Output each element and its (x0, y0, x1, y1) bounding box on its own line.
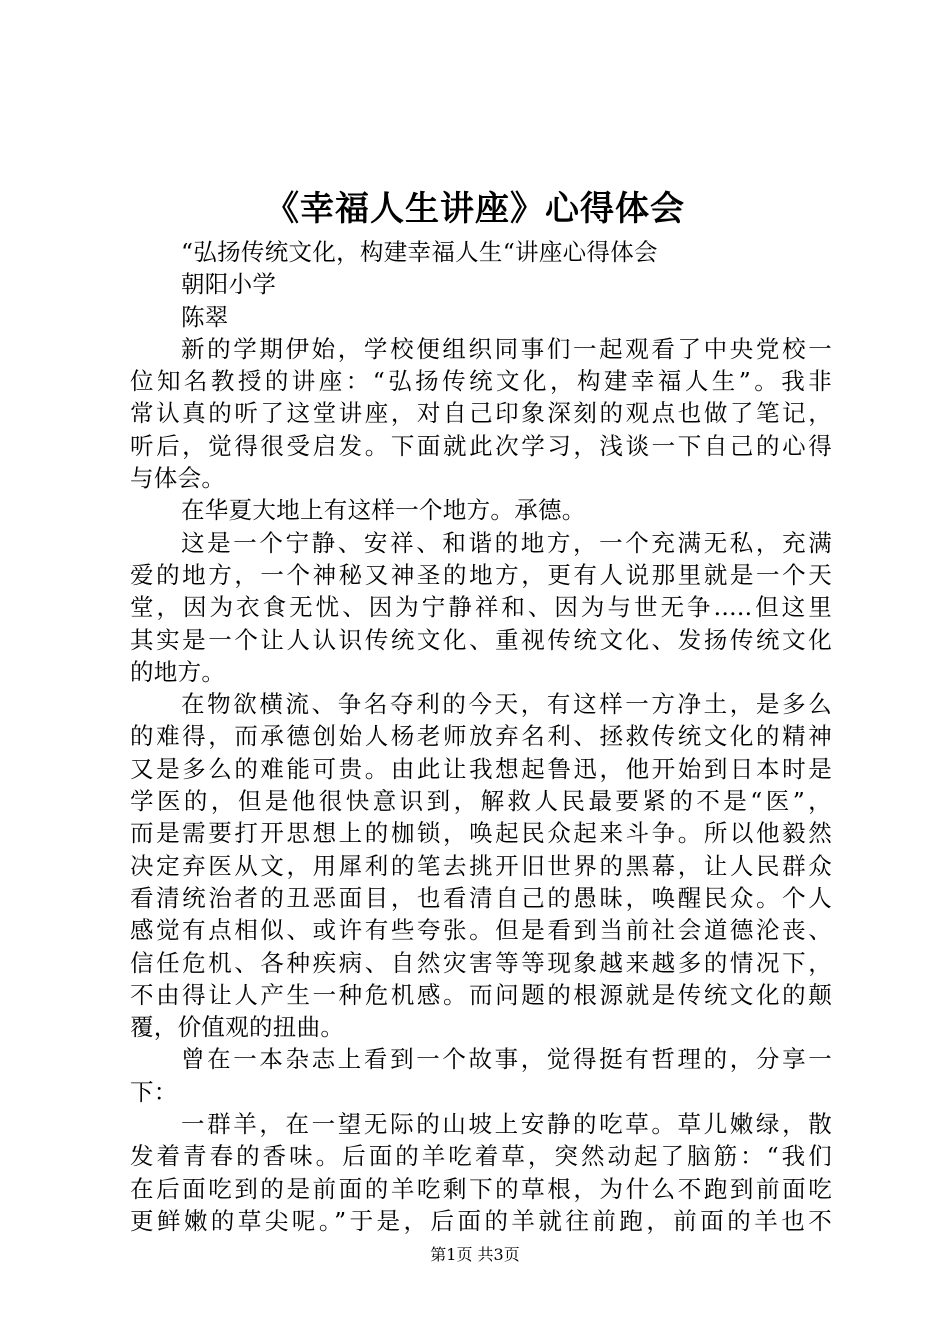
page-footer: 第1页 共3页 (430, 1245, 520, 1264)
text-line: 陈翠 (181, 302, 229, 331)
text-line: “弘扬传统文化，构建幸福人生“讲座心得体会 (181, 238, 658, 266)
text-line: 与体会。 (130, 464, 226, 493)
text-line: 在物欲横流、争名夺利的今天，有这样一方净土，是多么 (181, 690, 832, 719)
text-line: 堂，因为衣食无忧、因为宁静祥和、因为与世无争.....但这里 (130, 593, 832, 622)
text-line: 位知名教授的讲座：“弘扬传统文化，构建幸福人生”。我非 (130, 367, 832, 396)
text-line: 而是需要打开思想上的枷锁，唤起民众起来斗争。所以他毅然 (130, 819, 832, 848)
text-line: 的地方。 (130, 657, 226, 686)
text-line: 爱的地方，一个神秘又神圣的地方，更有人说那里就是一个天 (130, 560, 832, 589)
text-line: 一群羊，在一望无际的山坡上安静的吃草。草儿嫩绿，散 (181, 1110, 832, 1139)
text-line: 新的学期伊始，学校便组织同事们一起观看了中央党校一 (181, 334, 832, 363)
text-line: 在后面吃到的是前面的羊吃剩下的草根，为什么不跑到前面吃 (130, 1174, 832, 1203)
text-line: 决定弃医从文，用犀利的笔去挑开旧世界的黑幕，让人民群众 (130, 851, 832, 880)
text-line: 曾在一本杂志上看到一个故事，觉得挺有哲理的，分享一 (181, 1045, 832, 1074)
text-line: 朝阳小学 (181, 270, 277, 299)
text-line: 看清统治者的丑恶面目，也看清自己的愚昧，唤醒民众。个人 (130, 883, 832, 912)
text-line: 又是多么的难能可贵。由此让我想起鲁迅，他开始到日本时是 (130, 754, 832, 783)
text-line: 发着青春的香味。后面的羊吃着草，突然动起了脑筋：“我们 (130, 1142, 832, 1171)
document-body (130, 236, 832, 1237)
text-line: 其实是一个让人认识传统文化、重视传统文化、发扬传统文化 (130, 625, 832, 654)
text-line: 的难得，而承德创始人杨老师放弃名利、拯救传统文化的精神 (130, 722, 832, 751)
document-title: 《幸福人生讲座》心得体会 (265, 189, 685, 229)
text-line: 常认真的听了这堂讲座，对自己印象深刻的观点也做了笔记， (130, 399, 832, 428)
text-line: 这是一个宁静、安祥、和谐的地方，一个充满无私，充满 (181, 528, 832, 557)
text-line: 更鲜嫩的草尖呢。”于是，后面的羊就往前跑，前面的羊也不 (130, 1206, 832, 1235)
text-line: 在华夏大地上有这样一个地方。承德。 (181, 496, 586, 525)
text-line: 听后，觉得很受启发。下面就此次学习，浅谈一下自己的心得 (130, 431, 832, 460)
text-line: 学医的，但是他很快意识到，解救人民最要紧的不是“医”， (130, 787, 832, 816)
text-line: 不由得让人产生一种危机感。而问题的根源就是传统文化的颠 (130, 980, 832, 1009)
text-line: 下： (130, 1077, 178, 1106)
text-line: 覆，价值观的扭曲。 (130, 1013, 345, 1042)
text-line: 信任危机、各种疾病、自然灾害等等现象越来越多的情况下， (130, 948, 832, 977)
text-line: 感觉有点相似、或许有些夸张。但是看到当前社会道德沦丧、 (130, 916, 832, 945)
